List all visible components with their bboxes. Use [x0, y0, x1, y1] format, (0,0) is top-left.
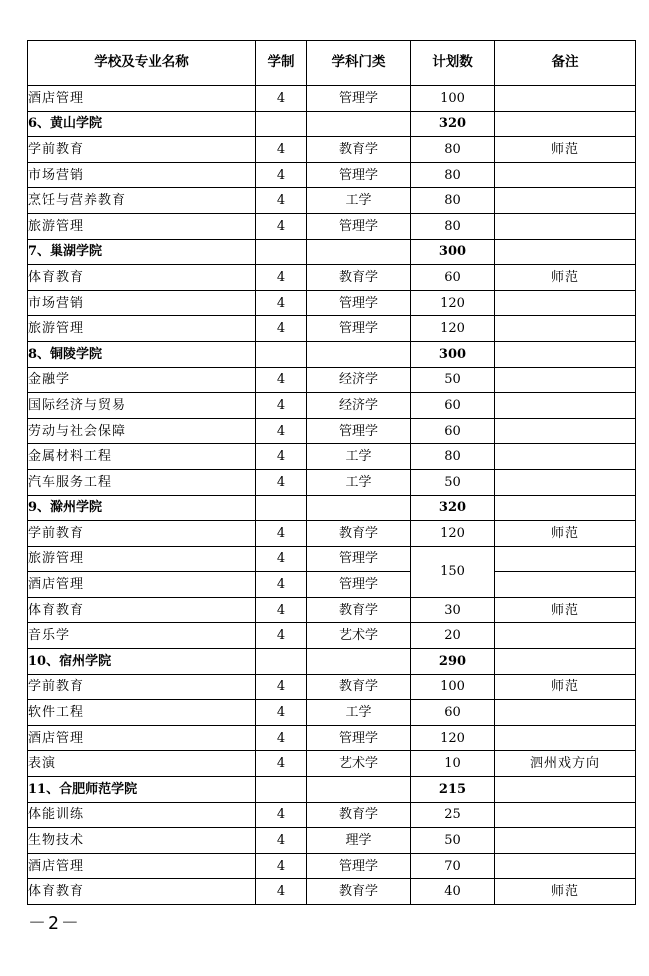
major-plan-count: 80 — [411, 444, 495, 470]
major-field: 教育学 — [307, 597, 411, 623]
major-plan-count: 25 — [411, 802, 495, 828]
school-note-cell — [495, 341, 636, 367]
major-plan-count: 120 — [411, 316, 495, 342]
major-years: 4 — [256, 86, 307, 112]
enrollment-plan-table — [27, 40, 636, 905]
major-years: 4 — [256, 393, 307, 419]
school-row — [28, 649, 636, 675]
school-note-cell — [495, 239, 636, 265]
major-years: 4 — [256, 853, 307, 879]
major-name: 学前教育 — [28, 674, 256, 700]
table-row — [28, 188, 636, 214]
school-name: 6、黄山学院 — [28, 111, 256, 137]
header-field: 学科门类 — [307, 41, 411, 86]
major-field: 经济学 — [307, 367, 411, 393]
major-field: 教育学 — [307, 265, 411, 291]
major-note — [495, 418, 636, 444]
school-field-cell — [307, 341, 411, 367]
major-field: 教育学 — [307, 879, 411, 905]
major-name: 市场营销 — [28, 162, 256, 188]
major-field: 艺术学 — [307, 751, 411, 777]
major-field: 工学 — [307, 188, 411, 214]
major-plan-count: 60 — [411, 418, 495, 444]
major-years: 4 — [256, 751, 307, 777]
school-field-cell — [307, 111, 411, 137]
school-field-cell — [307, 239, 411, 265]
school-note-cell — [495, 649, 636, 675]
major-years: 4 — [256, 444, 307, 470]
major-field: 工学 — [307, 469, 411, 495]
table-row — [28, 367, 636, 393]
school-total: 320 — [411, 111, 495, 137]
major-years: 4 — [256, 674, 307, 700]
table-row — [28, 828, 636, 854]
major-years: 4 — [256, 700, 307, 726]
major-years: 4 — [256, 290, 307, 316]
major-note: 师范 — [495, 265, 636, 291]
table-row — [28, 546, 636, 572]
major-note — [495, 572, 636, 598]
major-field: 教育学 — [307, 802, 411, 828]
school-years-cell — [256, 495, 307, 521]
table-body — [28, 86, 636, 905]
major-name: 劳动与社会保障 — [28, 418, 256, 444]
major-plan-count: 100 — [411, 674, 495, 700]
major-note — [495, 853, 636, 879]
major-years: 4 — [256, 597, 307, 623]
table-row — [28, 137, 636, 163]
major-plan-count: 80 — [411, 188, 495, 214]
major-note — [495, 213, 636, 239]
major-name: 旅游管理 — [28, 316, 256, 342]
major-years: 4 — [256, 546, 307, 572]
table-row — [28, 879, 636, 905]
major-note: 师范 — [495, 879, 636, 905]
major-field: 管理学 — [307, 725, 411, 751]
table-row — [28, 418, 636, 444]
major-field: 管理学 — [307, 418, 411, 444]
major-years: 4 — [256, 623, 307, 649]
school-row — [28, 111, 636, 137]
school-field-cell — [307, 495, 411, 521]
school-row — [28, 777, 636, 803]
major-note — [495, 546, 636, 572]
major-plan-count: 50 — [411, 469, 495, 495]
major-name: 体育教育 — [28, 265, 256, 291]
major-plan-count: 60 — [411, 265, 495, 291]
major-years: 4 — [256, 162, 307, 188]
school-years-cell — [256, 239, 307, 265]
school-total: 290 — [411, 649, 495, 675]
major-field: 管理学 — [307, 316, 411, 342]
major-note — [495, 725, 636, 751]
school-row — [28, 239, 636, 265]
major-name: 旅游管理 — [28, 546, 256, 572]
school-total: 300 — [411, 341, 495, 367]
table-row — [28, 316, 636, 342]
major-note: 师范 — [495, 674, 636, 700]
major-note — [495, 162, 636, 188]
major-name: 市场营销 — [28, 290, 256, 316]
major-plan-count: 100 — [411, 86, 495, 112]
major-note — [495, 623, 636, 649]
major-plan-count: 50 — [411, 828, 495, 854]
major-note: 师范 — [495, 521, 636, 547]
major-note — [495, 393, 636, 419]
school-field-cell — [307, 649, 411, 675]
major-years: 4 — [256, 802, 307, 828]
major-note: 师范 — [495, 597, 636, 623]
table-row — [28, 162, 636, 188]
major-plan-count: 80 — [411, 213, 495, 239]
table-row — [28, 725, 636, 751]
major-field: 工学 — [307, 700, 411, 726]
major-plan-count: 120 — [411, 725, 495, 751]
major-name: 学前教育 — [28, 137, 256, 163]
table-row — [28, 290, 636, 316]
major-plan-count: 70 — [411, 853, 495, 879]
major-years: 4 — [256, 469, 307, 495]
school-name: 9、滁州学院 — [28, 495, 256, 521]
school-note-cell — [495, 495, 636, 521]
major-plan-count: 30 — [411, 597, 495, 623]
major-years: 4 — [256, 521, 307, 547]
table-row — [28, 700, 636, 726]
major-name: 烹饪与营养教育 — [28, 188, 256, 214]
major-field: 管理学 — [307, 213, 411, 239]
major-name: 金融学 — [28, 367, 256, 393]
school-years-cell — [256, 341, 307, 367]
table-row — [28, 674, 636, 700]
major-plan-count: 80 — [411, 162, 495, 188]
major-field: 管理学 — [307, 290, 411, 316]
major-field: 工学 — [307, 444, 411, 470]
school-years-cell — [256, 649, 307, 675]
school-total: 320 — [411, 495, 495, 521]
school-total: 215 — [411, 777, 495, 803]
school-name: 11、合肥师范学院 — [28, 777, 256, 803]
major-field: 艺术学 — [307, 623, 411, 649]
major-field: 管理学 — [307, 162, 411, 188]
table-row — [28, 86, 636, 112]
major-name: 软件工程 — [28, 700, 256, 726]
major-years: 4 — [256, 725, 307, 751]
table-row — [28, 393, 636, 419]
major-field: 教育学 — [307, 137, 411, 163]
table-row — [28, 853, 636, 879]
major-field: 经济学 — [307, 393, 411, 419]
major-name: 音乐学 — [28, 623, 256, 649]
major-note — [495, 444, 636, 470]
major-name: 酒店管理 — [28, 572, 256, 598]
school-row — [28, 495, 636, 521]
major-name: 酒店管理 — [28, 853, 256, 879]
major-note — [495, 188, 636, 214]
major-name: 体育教育 — [28, 879, 256, 905]
major-plan-count: 40 — [411, 879, 495, 905]
school-field-cell — [307, 777, 411, 803]
header-school-major: 学校及专业名称 — [28, 41, 256, 86]
major-years: 4 — [256, 265, 307, 291]
major-name: 表演 — [28, 751, 256, 777]
major-note — [495, 469, 636, 495]
major-plan-count: 120 — [411, 521, 495, 547]
school-total: 300 — [411, 239, 495, 265]
major-name: 学前教育 — [28, 521, 256, 547]
school-row — [28, 341, 636, 367]
major-name: 酒店管理 — [28, 86, 256, 112]
major-plan-count: 150 — [411, 546, 495, 597]
table-row — [28, 597, 636, 623]
major-note — [495, 828, 636, 854]
school-note-cell — [495, 111, 636, 137]
major-name: 生物技术 — [28, 828, 256, 854]
major-plan-count: 10 — [411, 751, 495, 777]
major-plan-count: 120 — [411, 290, 495, 316]
major-field: 管理学 — [307, 546, 411, 572]
header-years: 学制 — [256, 41, 307, 86]
major-note: 师范 — [495, 137, 636, 163]
major-years: 4 — [256, 213, 307, 239]
table-row — [28, 265, 636, 291]
major-note — [495, 86, 636, 112]
table-row — [28, 572, 636, 598]
major-field: 管理学 — [307, 572, 411, 598]
table-row — [28, 802, 636, 828]
major-field: 管理学 — [307, 853, 411, 879]
major-note — [495, 316, 636, 342]
table-row — [28, 444, 636, 470]
table-row — [28, 213, 636, 239]
major-plan-count: 20 — [411, 623, 495, 649]
major-name: 国际经济与贸易 — [28, 393, 256, 419]
school-name: 7、巢湖学院 — [28, 239, 256, 265]
major-name: 体能训练 — [28, 802, 256, 828]
major-plan-count: 60 — [411, 393, 495, 419]
table-row — [28, 623, 636, 649]
major-years: 4 — [256, 316, 307, 342]
major-years: 4 — [256, 418, 307, 444]
major-name: 酒店管理 — [28, 725, 256, 751]
major-field: 管理学 — [307, 86, 411, 112]
major-plan-count: 50 — [411, 367, 495, 393]
major-years: 4 — [256, 367, 307, 393]
major-note: 泗州戏方向 — [495, 751, 636, 777]
major-years: 4 — [256, 188, 307, 214]
table-row — [28, 751, 636, 777]
school-note-cell — [495, 777, 636, 803]
major-plan-count: 60 — [411, 700, 495, 726]
major-years: 4 — [256, 828, 307, 854]
school-years-cell — [256, 777, 307, 803]
school-name: 8、铜陵学院 — [28, 341, 256, 367]
major-note — [495, 367, 636, 393]
school-name: 10、宿州学院 — [28, 649, 256, 675]
school-years-cell — [256, 111, 307, 137]
major-years: 4 — [256, 572, 307, 598]
major-years: 4 — [256, 879, 307, 905]
table-header-row — [28, 41, 636, 86]
major-note — [495, 802, 636, 828]
header-note: 备注 — [495, 41, 636, 86]
page-number: －2－ — [28, 913, 81, 934]
major-note — [495, 290, 636, 316]
major-name: 汽车服务工程 — [28, 469, 256, 495]
header-plan-count: 计划数 — [411, 41, 495, 86]
major-field: 教育学 — [307, 674, 411, 700]
major-note — [495, 700, 636, 726]
major-name: 体育教育 — [28, 597, 256, 623]
major-field: 理学 — [307, 828, 411, 854]
table-row — [28, 521, 636, 547]
major-name: 金属材料工程 — [28, 444, 256, 470]
major-name: 旅游管理 — [28, 213, 256, 239]
major-field: 教育学 — [307, 521, 411, 547]
table-row — [28, 469, 636, 495]
major-plan-count: 80 — [411, 137, 495, 163]
major-years: 4 — [256, 137, 307, 163]
